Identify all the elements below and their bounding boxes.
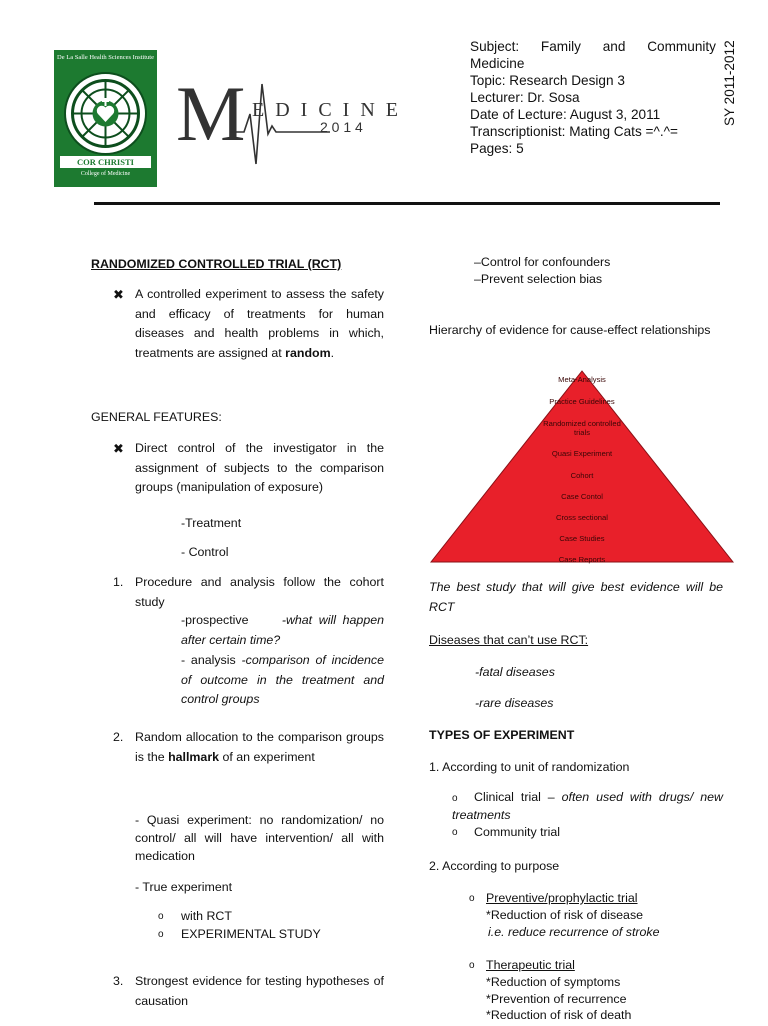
transcriptionist: Transcriptionist: Mating Cats =^.^= [470, 124, 678, 139]
wordmark-year: 2 0 1 4 [320, 119, 363, 135]
general-features-heading: GENERAL FEATURES: [91, 410, 222, 424]
rct-definition: A controlled experiment to assess the safety and efficacy of treatments for human diseases and health problems in which, treatments are assigned at random. [135, 287, 384, 360]
cross-bullet-icon: ✖ [113, 287, 124, 302]
lecturer: Lecturer: Dr. Sosa [470, 90, 580, 105]
school-year: SY 2011-2012 [722, 40, 737, 126]
topic: Topic: Research Design 3 [470, 73, 625, 88]
fatal-diseases: -fatal diseases [475, 665, 555, 679]
circle-bullet-icon: o [452, 793, 458, 804]
medicine-2014-wordmark [170, 74, 432, 178]
logo-motto: COR CHRISTI [60, 156, 151, 168]
according-to-purpose: 2. According to purpose [429, 859, 560, 873]
circle-bullet-icon: o [158, 929, 164, 940]
pyramid-level: Meta-Analysis [558, 375, 606, 384]
item-number: 1. [113, 575, 124, 589]
circle-bullet-icon: o [452, 827, 458, 838]
wordmark-big-letter: M [176, 74, 246, 157]
pyramid-level: Case Reports [558, 555, 606, 564]
preventive-example: i.e. reduce recurrence of stroke [488, 925, 660, 939]
feature-direct-control: Direct control of the investigator in the assignment of subjects to the comparison groups (manipulation of exposure) [135, 441, 384, 495]
lecture-info [470, 38, 716, 157]
preventive-trial: Preventive/prophylactic trial [486, 891, 638, 905]
unit-of-randomization: 1. According to unit of randomization [429, 760, 630, 774]
cross-bullet-icon: ✖ [113, 441, 124, 456]
pyramid-level: trials [573, 428, 591, 437]
seal-emblem-icon [66, 74, 145, 153]
item-number: 3. [113, 974, 124, 988]
clinical-trial: Clinical trial – often used with drugs/ new treatments [452, 790, 723, 822]
page-count: Pages: 5 [470, 141, 524, 156]
circle-bullet-icon: o [469, 893, 475, 904]
treatment-label: -Treatment [181, 516, 242, 530]
item-strongest-evidence: Strongest evidence for testing hypotheses of causation [135, 974, 384, 1008]
control-label: - Control [181, 545, 229, 559]
pyramid-level: Cohort [570, 471, 594, 480]
analysis-note: - analysis -comparison of incidence of outcome in the treatment and control groups [181, 653, 384, 707]
subject-line-2: Medicine [470, 56, 525, 71]
therapeutic-detail: *Prevention of recurrence [486, 992, 627, 1006]
therapeutic-trial: Therapeutic trial [486, 958, 575, 972]
college-logo [54, 50, 157, 187]
evidence-pyramid [430, 368, 734, 564]
preventive-detail: *Reduction of risk of disease [486, 908, 644, 922]
quasi-experiment-note: - Quasi experiment: no randomization/ no control/ all will have intervention/ all with medication [135, 813, 384, 863]
therapeutic-detail: *Reduction of symptoms [486, 975, 621, 989]
circle-bullet-icon: o [158, 911, 164, 922]
lecture-date: Date of Lecture: August 3, 2011 [470, 107, 661, 122]
pyramid-level: Randomized controlled [543, 419, 621, 428]
experimental-study: EXPERIMENTAL STUDY [181, 927, 321, 941]
item-cohort: Procedure and analysis follow the cohort study [135, 575, 384, 609]
pyramid-level: Case Contol [561, 492, 603, 501]
pyramid-level: Cross sectional [556, 513, 608, 522]
best-study-note: The best study that will give best evidence will be RCT [429, 580, 723, 614]
cant-use-rct-heading: Diseases that can’t use RCT: [429, 633, 589, 647]
community-trial: Community trial [474, 825, 561, 839]
circle-bullet-icon: o [469, 960, 475, 971]
item-number: 2. [113, 730, 124, 744]
control-confounders: –Control for confounders [474, 255, 611, 269]
wordmark-word: EDICINE [252, 99, 409, 121]
with-rct: with RCT [181, 909, 232, 923]
therapeutic-detail: *Reduction of risk of death [486, 1008, 632, 1022]
prospective-note: -prospective -what will happen after certain time? [181, 613, 384, 647]
pyramid-level: Practice Guidelines [549, 397, 615, 406]
logo-seal [64, 72, 147, 155]
types-of-experiment-heading: TYPES OF EXPERIMENT [429, 728, 575, 742]
logo-college: College of Medicine [80, 171, 131, 177]
true-experiment-note: - True experiment [135, 880, 233, 894]
rct-heading: RANDOMIZED CONTROLLED TRIAL (RCT) [91, 257, 342, 271]
subject-line: Subject: Family and Community [470, 39, 716, 54]
hierarchy-title: Hierarchy of evidence for cause-effect relationships [429, 323, 711, 337]
rare-diseases: -rare diseases [475, 696, 554, 710]
pyramid-level: Quasi Experiment [551, 449, 613, 458]
item-random-allocation: Random allocation to the comparison groups is the hallmark of an experiment [135, 730, 384, 764]
logo-institution: De La Salle Health Sciences Institute [57, 54, 154, 61]
prevent-selection-bias: –Prevent selection bias [474, 272, 603, 286]
header-divider [94, 202, 720, 205]
pyramid-level: Case Studies [559, 534, 605, 543]
